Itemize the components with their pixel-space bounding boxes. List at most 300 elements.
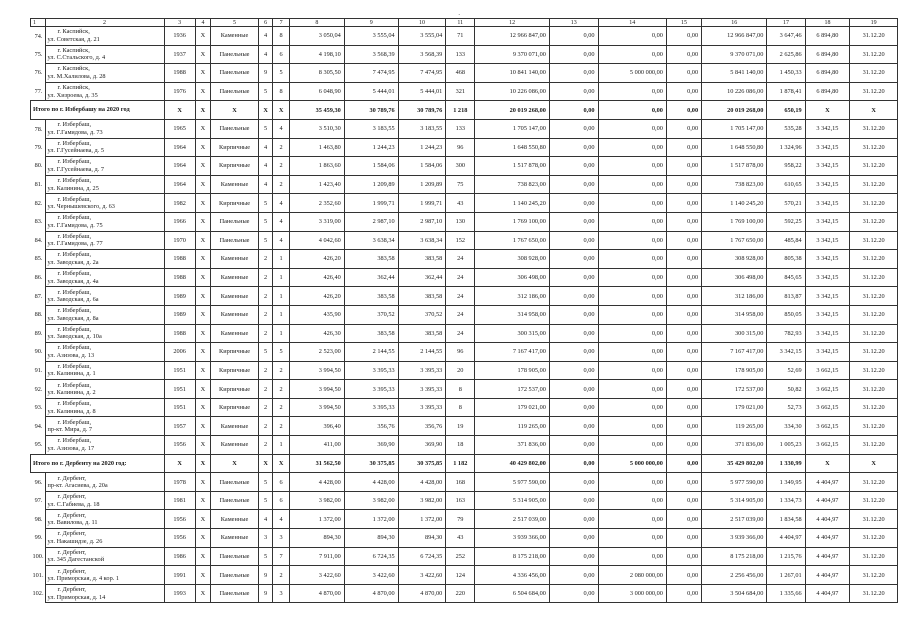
address-cell	[45, 324, 164, 343]
data-cell: 5	[273, 64, 290, 83]
data-cell: 2 625,86	[767, 45, 805, 64]
data-cell: 3 342,15	[805, 231, 850, 250]
data-cell: Панельные	[211, 82, 259, 101]
data-cell: 179 021,00	[702, 398, 767, 417]
address-city: г. Каспийск,	[57, 65, 90, 73]
data-cell: 5	[258, 343, 273, 362]
data-cell: 96	[446, 343, 475, 362]
data-cell: 0,00	[666, 194, 701, 213]
column-number-cell: 1	[31, 19, 46, 27]
row-number: 91.	[34, 366, 43, 374]
data-cell: 0,00	[549, 380, 598, 399]
data-cell: X	[211, 454, 259, 473]
data-cell: 0,00	[666, 417, 701, 436]
column-number-cell: 14	[598, 19, 666, 27]
data-cell: 3 982,00	[398, 491, 446, 510]
data-cell: 31.12.20	[850, 436, 898, 455]
data-cell: 0,00	[666, 212, 701, 231]
address-street: ул. Вавилова, д. 11	[47, 519, 98, 527]
data-cell: X	[195, 380, 211, 399]
data-cell: 5	[258, 231, 273, 250]
data-cell: 0,00	[549, 547, 598, 566]
data-cell: 3 395,33	[344, 398, 398, 417]
row-number: 97.	[34, 497, 43, 505]
data-cell: 9	[258, 584, 273, 603]
data-cell: 0,00	[598, 27, 666, 46]
data-cell: 7	[273, 547, 290, 566]
data-cell: 2	[258, 436, 273, 455]
address-city: г. Избербаш,	[57, 121, 92, 129]
data-cell: 2	[273, 175, 290, 194]
data-cell: 1966	[164, 212, 195, 231]
data-cell: 178 905,00	[702, 361, 767, 380]
data-cell: 24	[446, 268, 475, 287]
data-cell: 9 370 071,00	[475, 45, 550, 64]
data-cell: Каменные	[211, 436, 259, 455]
data-cell: 19	[446, 417, 475, 436]
data-cell: 1936	[164, 27, 195, 46]
data-cell: 5	[258, 194, 273, 213]
data-cell: X	[195, 231, 211, 250]
data-cell: 1 209,89	[344, 175, 398, 194]
data-cell: 0,00	[666, 157, 701, 176]
address-cell	[45, 436, 164, 455]
data-cell: 369,90	[398, 436, 446, 455]
data-cell: 334,30	[767, 417, 805, 436]
data-cell: 0,00	[598, 157, 666, 176]
data-cell: X	[195, 584, 211, 603]
data-cell: 24	[446, 324, 475, 343]
data-cell: 5	[258, 212, 273, 231]
data-cell: 4	[273, 231, 290, 250]
data-cell: 3 422,60	[398, 566, 446, 585]
data-cell: 2 517 039,00	[702, 510, 767, 529]
data-cell: 371 836,00	[702, 436, 767, 455]
table-row	[31, 491, 898, 510]
data-cell: X	[258, 101, 273, 120]
data-cell: 31.12.20	[850, 268, 898, 287]
address-street: ул. Приморская, д. 4 кор. 1	[47, 575, 120, 583]
data-cell: 1 648 550,80	[702, 138, 767, 157]
data-cell: 0,00	[549, 194, 598, 213]
data-cell: 1988	[164, 324, 195, 343]
data-cell: 31.12.20	[850, 287, 898, 306]
data-cell: 10 841 140,00	[475, 64, 550, 83]
data-cell: 6 894,80	[805, 45, 850, 64]
data-cell: 1951	[164, 361, 195, 380]
data-cell: 35 459,30	[289, 101, 344, 120]
data-cell: 31.12.20	[850, 417, 898, 436]
table-row	[31, 175, 898, 194]
data-cell: X	[195, 27, 211, 46]
data-cell: X	[805, 454, 850, 473]
data-cell: 1	[273, 436, 290, 455]
data-cell: X	[195, 45, 211, 64]
data-cell: 0,00	[549, 268, 598, 287]
table-row	[31, 436, 898, 455]
data-cell: 6	[273, 473, 290, 492]
data-cell: 0,00	[598, 417, 666, 436]
address-city: г. Дербент,	[57, 493, 86, 501]
data-cell: 3 342,15	[805, 175, 850, 194]
data-cell: 3 662,15	[805, 380, 850, 399]
data-cell: 435,90	[289, 305, 344, 324]
data-cell: 3 638,34	[344, 231, 398, 250]
data-cell: 1 517 878,00	[702, 157, 767, 176]
data-cell: 1956	[164, 529, 195, 548]
column-number-cell: 10	[398, 19, 446, 27]
data-cell: X	[195, 566, 211, 585]
data-cell: 894,30	[344, 529, 398, 548]
data-cell: Каменные	[211, 27, 259, 46]
address-city: г. Дербент,	[57, 530, 86, 538]
data-cell: 130	[446, 212, 475, 231]
data-cell: 0,00	[666, 473, 701, 492]
data-cell: 1 863,60	[289, 157, 344, 176]
data-cell: Панельные	[211, 491, 259, 510]
data-cell: 0,00	[549, 45, 598, 64]
address-city: г. Избербаш,	[57, 400, 92, 408]
data-cell: 1 450,33	[767, 64, 805, 83]
data-cell: 314 958,00	[702, 305, 767, 324]
data-cell: 7 474,95	[398, 64, 446, 83]
data-cell: 3 647,46	[767, 27, 805, 46]
data-cell: 71	[446, 27, 475, 46]
data-cell: 50,82	[767, 380, 805, 399]
address-city: г. Избербаш,	[57, 307, 92, 315]
data-cell: 3 638,34	[398, 231, 446, 250]
data-cell: 133	[446, 119, 475, 138]
data-cell: 31 562,50	[289, 454, 344, 473]
data-cell: 152	[446, 231, 475, 250]
data-cell: 1 334,73	[767, 491, 805, 510]
data-cell: 31.12.20	[850, 510, 898, 529]
data-cell: 1993	[164, 584, 195, 603]
data-cell: 0,00	[666, 119, 701, 138]
data-cell: 0,00	[598, 398, 666, 417]
data-cell: 6 504 684,00	[475, 584, 550, 603]
address-city: г. Каспийск,	[57, 28, 90, 36]
data-cell: 1 372,00	[344, 510, 398, 529]
data-cell: 31.12.20	[850, 584, 898, 603]
table-row	[31, 250, 898, 269]
data-cell: 52,73	[767, 398, 805, 417]
data-cell: 3 662,15	[805, 436, 850, 455]
data-cell: 75	[446, 175, 475, 194]
data-cell: 1 705 147,00	[475, 119, 550, 138]
row-number: 82.	[34, 199, 43, 207]
column-number-cell: 6	[258, 19, 273, 27]
address-street: ул. Заводская, д. 4а	[47, 277, 99, 285]
row-number: 77.	[34, 87, 43, 95]
data-cell: 845,65	[767, 268, 805, 287]
address-cell	[45, 305, 164, 324]
data-cell: 1	[273, 324, 290, 343]
data-cell: 30 789,76	[344, 101, 398, 120]
table-row	[31, 212, 898, 231]
address-city: г. Дербент,	[57, 511, 86, 519]
data-cell: Каменные	[211, 305, 259, 324]
address-cell	[45, 398, 164, 417]
row-number: 74.	[34, 32, 43, 40]
data-cell: 3 939 366,00	[702, 529, 767, 548]
data-cell: X	[195, 64, 211, 83]
data-cell: 31.12.20	[850, 64, 898, 83]
data-cell: 40 429 802,00	[475, 454, 550, 473]
data-cell: 0,00	[549, 343, 598, 362]
data-cell: 0,00	[549, 305, 598, 324]
data-cell: 1964	[164, 138, 195, 157]
address-cell	[45, 45, 164, 64]
data-cell: 31.12.20	[850, 212, 898, 231]
data-cell: 312 186,00	[702, 287, 767, 306]
data-cell: 30 375,85	[398, 454, 446, 473]
address-cell	[45, 584, 164, 603]
address-street: ул. Азизова, д. 17	[47, 444, 95, 452]
address-city: г. Избербаш,	[57, 177, 92, 185]
address-city: г. Избербаш,	[57, 158, 92, 166]
data-cell: 0,00	[666, 547, 701, 566]
address-cell	[45, 380, 164, 399]
data-cell: X	[195, 194, 211, 213]
data-cell: 31.12.20	[850, 157, 898, 176]
data-cell: 4	[273, 194, 290, 213]
data-cell: 3 342,15	[805, 194, 850, 213]
data-cell: 2	[258, 361, 273, 380]
data-cell: 0,00	[598, 175, 666, 194]
row-number: 88.	[34, 311, 43, 319]
data-cell: 4 404,97	[805, 584, 850, 603]
address-city: г. Избербаш,	[57, 270, 92, 278]
data-cell: 4 870,00	[344, 584, 398, 603]
row-number: 96.	[34, 478, 43, 486]
data-cell: 3 342,15	[805, 305, 850, 324]
row-number: 98.	[34, 515, 43, 523]
address-city: г. Дербент,	[57, 474, 86, 482]
data-cell: 168	[446, 473, 475, 492]
data-cell: 0,00	[549, 101, 598, 120]
data-cell: X	[195, 138, 211, 157]
data-cell: 0,00	[549, 64, 598, 83]
data-cell: 10 226 086,00	[475, 82, 550, 101]
data-cell: 31.12.20	[850, 194, 898, 213]
data-cell: 0,00	[666, 436, 701, 455]
data-cell: 0,00	[598, 212, 666, 231]
column-number-cell: 18	[805, 19, 850, 27]
data-cell: 0,00	[549, 119, 598, 138]
data-cell: X	[850, 101, 898, 120]
data-cell: 308 928,00	[702, 250, 767, 269]
address-street: пр-кт. Мира, д. 7	[47, 426, 93, 434]
data-cell: 31.12.20	[850, 566, 898, 585]
data-cell: 0,00	[598, 82, 666, 101]
data-cell: Панельные	[211, 584, 259, 603]
data-cell: 2	[273, 398, 290, 417]
column-number-cell: 8	[289, 19, 344, 27]
row-number: 75.	[34, 50, 43, 58]
data-cell: Панельные	[211, 231, 259, 250]
address-street: ул. Хизроева, д. 35	[47, 91, 98, 99]
address-city: г. Избербаш,	[57, 214, 92, 222]
data-cell: 3 994,50	[289, 361, 344, 380]
data-cell: 31.12.20	[850, 138, 898, 157]
data-cell: 1 140 245,20	[475, 194, 550, 213]
data-cell: 0,00	[666, 529, 701, 548]
address-cell	[45, 529, 164, 548]
data-cell: 1970	[164, 231, 195, 250]
address-street: ул. Советская, д. 21	[47, 35, 100, 43]
data-cell: 0,00	[666, 231, 701, 250]
data-cell: 133	[446, 45, 475, 64]
table-row	[31, 157, 898, 176]
data-cell: 1 648 550,80	[475, 138, 550, 157]
data-cell: 1978	[164, 473, 195, 492]
data-cell: 485,84	[767, 231, 805, 250]
data-cell: 0,00	[666, 324, 701, 343]
data-cell: Кирпичные	[211, 343, 259, 362]
data-cell: 1 423,40	[289, 175, 344, 194]
data-cell: 9	[258, 566, 273, 585]
data-cell: 3 982,00	[344, 491, 398, 510]
data-cell: 0,00	[666, 64, 701, 83]
data-cell: 5 314 905,00	[475, 491, 550, 510]
data-cell: 3 510,30	[289, 119, 344, 138]
data-cell: 3 994,50	[289, 380, 344, 399]
data-cell: 20 019 268,00	[702, 101, 767, 120]
data-cell: 383,58	[344, 324, 398, 343]
data-cell: 370,52	[344, 305, 398, 324]
column-number-row	[31, 19, 898, 27]
data-cell: Каменные	[211, 287, 259, 306]
address-cell	[45, 566, 164, 585]
data-cell: 1965	[164, 119, 195, 138]
data-cell: 3 000 000,00	[598, 584, 666, 603]
column-number-cell: 19	[850, 19, 898, 27]
data-cell: 1 705 147,00	[702, 119, 767, 138]
data-cell: 356,76	[398, 417, 446, 436]
address-city: г. Избербаш,	[57, 232, 92, 240]
data-cell: 738 823,00	[702, 175, 767, 194]
data-cell: 0,00	[549, 231, 598, 250]
data-cell: 7 167 417,00	[702, 343, 767, 362]
data-cell: 0,00	[549, 473, 598, 492]
table-row	[31, 27, 898, 46]
data-cell: 0,00	[666, 101, 701, 120]
data-cell: 383,58	[398, 287, 446, 306]
data-cell: 0,00	[549, 436, 598, 455]
data-cell: 0,00	[666, 566, 701, 585]
table-row	[31, 584, 898, 603]
data-cell: 1951	[164, 380, 195, 399]
data-cell: 31.12.20	[850, 361, 898, 380]
data-cell: 2	[273, 380, 290, 399]
data-cell: 3	[273, 584, 290, 603]
data-cell: 0,00	[549, 250, 598, 269]
data-cell: 5 314 905,00	[702, 491, 767, 510]
data-cell: 0,00	[598, 45, 666, 64]
table-row	[31, 119, 898, 138]
data-cell: 7 167 417,00	[475, 343, 550, 362]
data-cell: 3 342,15	[805, 250, 850, 269]
data-cell: 31.12.20	[850, 398, 898, 417]
table-row	[31, 268, 898, 287]
data-cell: 31.12.20	[850, 380, 898, 399]
data-cell: X	[195, 175, 211, 194]
data-cell: 958,22	[767, 157, 805, 176]
data-cell: Каменные	[211, 175, 259, 194]
data-cell: 1 767 650,00	[702, 231, 767, 250]
address-cell	[45, 194, 164, 213]
data-cell: 4 404,97	[767, 529, 805, 548]
data-cell: 1991	[164, 566, 195, 585]
table-row	[31, 138, 898, 157]
data-cell: 2 987,10	[344, 212, 398, 231]
data-cell: Панельные	[211, 566, 259, 585]
data-cell: 1956	[164, 436, 195, 455]
data-cell: 5 977 590,00	[702, 473, 767, 492]
data-cell: 2	[273, 361, 290, 380]
data-cell: 3 342,15	[767, 343, 805, 362]
data-cell: 0,00	[666, 510, 701, 529]
data-cell: 2 987,10	[398, 212, 446, 231]
data-cell: 0,00	[666, 138, 701, 157]
table-row	[31, 529, 898, 548]
data-cell: 7 474,95	[344, 64, 398, 83]
row-number: 92.	[34, 385, 43, 393]
data-cell: 2	[258, 287, 273, 306]
data-cell: 3 050,04	[289, 27, 344, 46]
data-cell: 1964	[164, 175, 195, 194]
data-cell: 5 841 140,00	[702, 64, 767, 83]
data-cell: 306 498,00	[475, 268, 550, 287]
data-cell: 592,25	[767, 212, 805, 231]
data-cell: 1957	[164, 417, 195, 436]
data-cell: Каменные	[211, 529, 259, 548]
data-cell: X	[195, 212, 211, 231]
address-cell	[45, 231, 164, 250]
address-cell	[45, 27, 164, 46]
row-number: 83.	[34, 218, 43, 226]
data-cell: X	[195, 361, 211, 380]
data-cell: 3 662,15	[805, 361, 850, 380]
data-cell: 362,44	[398, 268, 446, 287]
data-cell: 1956	[164, 510, 195, 529]
data-cell: 321	[446, 82, 475, 101]
data-cell: 4 404,97	[805, 473, 850, 492]
data-cell: 5 444,01	[398, 82, 446, 101]
data-cell: 6	[273, 491, 290, 510]
table-row	[31, 417, 898, 436]
table-row	[31, 361, 898, 380]
table-row	[31, 287, 898, 306]
column-number-cell: 7	[273, 19, 290, 27]
address-city: г. Избербаш,	[57, 437, 92, 445]
address-street: ул. Калинина, д. 8	[47, 407, 96, 415]
data-cell: 1 999,71	[344, 194, 398, 213]
data-cell: 1951	[164, 398, 195, 417]
data-cell: 300	[446, 157, 475, 176]
data-cell: Кирпичные	[211, 380, 259, 399]
data-cell: 4 198,10	[289, 45, 344, 64]
address-cell	[45, 157, 164, 176]
address-city: г. Избербаш,	[57, 344, 92, 352]
address-city: г. Дербент,	[57, 548, 86, 556]
address-cell	[45, 119, 164, 138]
data-cell: 31.12.20	[850, 324, 898, 343]
data-cell: 3 342,15	[805, 157, 850, 176]
subtotal-label: Итого по г. Избербашу на 2020 год	[31, 101, 165, 120]
data-cell: 0,00	[598, 491, 666, 510]
